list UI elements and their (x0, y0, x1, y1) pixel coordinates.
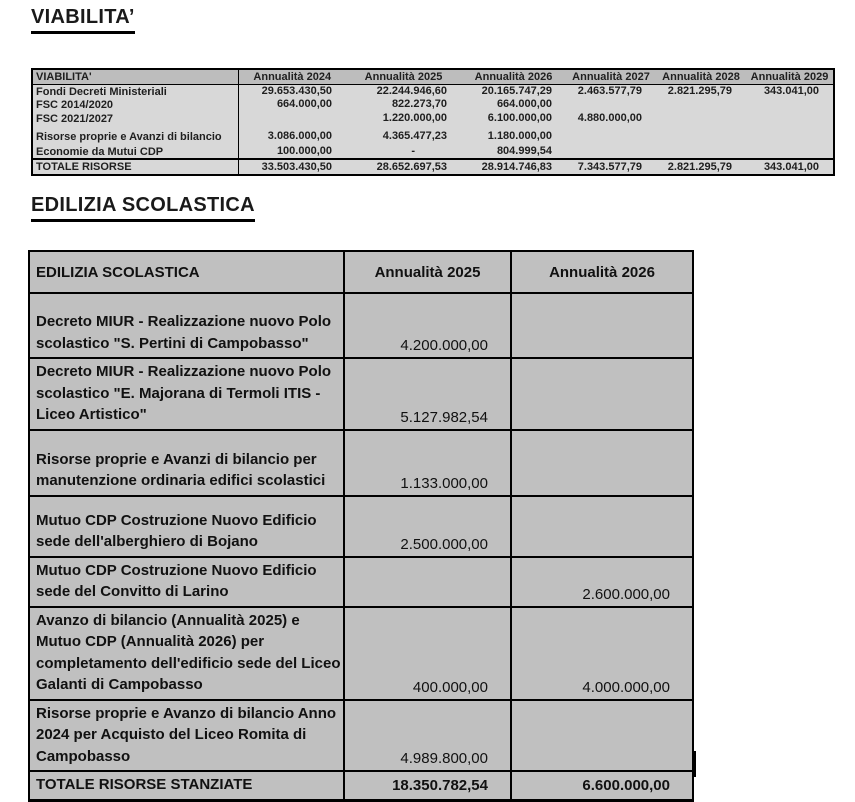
column-header: Annualità 2027 (566, 69, 656, 84)
table-row (29, 496, 693, 557)
cursor-mark (694, 751, 696, 777)
table-row (29, 358, 693, 430)
column-header: Annualità 2029 (746, 69, 834, 84)
row-label: Avanzo di bilancio (Annualità 2025) e Mutuo CDP (Annualità 2026) per completamento dell'edificio sede del Liceo Galanti di Campobasso (29, 607, 344, 700)
total-row (32, 159, 834, 175)
amount-cell (746, 98, 834, 111)
amount-cell: 804.999,54 (496, 145, 552, 157)
table-row (32, 84, 834, 98)
amount-cell: 22.244.946,60 (376, 85, 447, 97)
amount-cell: 2.821.295,79 (667, 85, 732, 97)
table-row (32, 111, 834, 125)
amount-cell: 6.600.000,00 (511, 771, 693, 800)
amount-cell: 2.500.000,00 (344, 496, 511, 557)
viabilita-table (31, 68, 835, 176)
amount-cell (511, 430, 693, 496)
amount-cell: 4.200.000,00 (344, 293, 511, 358)
amount-cell: 1.220.000,00 (382, 112, 447, 124)
row-label: FSC 2021/2027 (32, 111, 238, 125)
column-header: Annualità 2028 (656, 69, 746, 84)
amount-cell (656, 125, 746, 143)
amount-cell (511, 496, 693, 557)
amount-cell: 4.880.000,00 (577, 112, 642, 124)
amount-cell (746, 125, 834, 143)
amount-cell: 4.365.477,23 (382, 130, 447, 142)
column-header: Annualità 2025 (346, 69, 461, 84)
table-row (29, 700, 693, 772)
amount-cell: 343.041,00 (763, 85, 819, 97)
row-label: Economie da Mutui CDP (32, 143, 238, 159)
column-header: Annualità 2025 (344, 251, 511, 293)
row-label: Mutuo CDP Costruzione Nuovo Edificio sede del Convitto di Larino (29, 557, 344, 607)
total-row (29, 771, 693, 800)
edilizia-table (28, 250, 694, 802)
row-label: Risorse proprie e Avanzi di bilancio per manutenzione ordinaria edifici scolastici (29, 430, 344, 496)
amount-cell: 4.000.000,00 (511, 607, 693, 700)
amount-cell: 2.463.577,79 (577, 85, 642, 97)
amount-cell (746, 143, 834, 159)
table-row (32, 125, 834, 143)
amount-cell: 343.041,00 (746, 159, 834, 175)
row-label: Decreto MIUR - Realizzazione nuovo Polo scolastico "S. Pertini di Campobasso" (29, 293, 344, 358)
amount-cell: 2.600.000,00 (511, 557, 693, 607)
table-row (32, 143, 834, 159)
column-header: Annualità 2026 (461, 69, 566, 84)
amount-cell: 1.180.000,00 (487, 130, 552, 142)
amount-cell: 3.086.000,00 (267, 130, 332, 142)
section-title-edilizia: EDILIZIA SCOLASTICA (31, 194, 255, 222)
table-row (29, 607, 693, 700)
amount-cell: 1.133.000,00 (344, 430, 511, 496)
column-header: EDILIZIA SCOLASTICA (29, 251, 344, 293)
row-label: Decreto MIUR - Realizzazione nuovo Polo scolastico "E. Majorana di Termoli ITIS - Liceo Artistico" (29, 358, 344, 430)
column-header: Annualità 2024 (238, 69, 346, 84)
row-label: Risorse proprie e Avanzi di bilancio (32, 125, 238, 143)
row-label: TOTALE RISORSE STANZIATE (29, 771, 344, 800)
amount-cell: 20.165.747,29 (481, 85, 552, 97)
amount-cell: 29.653.430,50 (261, 85, 332, 97)
column-header: Annualità 2026 (511, 251, 693, 293)
column-header: VIABILITA' (32, 69, 238, 84)
row-label: Fondi Decreti Ministeriali (32, 84, 238, 98)
amount-cell: 4.989.800,00 (344, 700, 511, 772)
amount-cell (344, 557, 511, 607)
amount-cell: 5.127.982,54 (344, 358, 511, 430)
amount-cell (656, 111, 746, 125)
amount-cell (511, 358, 693, 430)
amount-cell (656, 143, 746, 159)
amount-cell: 6.100.000,00 (487, 112, 552, 124)
amount-cell: 822.273,70 (391, 98, 447, 110)
amount-cell: 664.000,00 (496, 98, 552, 110)
amount-cell: 664.000,00 (276, 98, 332, 110)
amount-cell: 400.000,00 (344, 607, 511, 700)
table-row (29, 430, 693, 496)
amount-cell: 7.343.577,79 (566, 159, 656, 175)
amount-cell: 100.000,00 (276, 145, 332, 157)
amount-cell: 28.914.746,83 (461, 159, 566, 175)
amount-cell: 18.350.782,54 (344, 771, 511, 800)
amount-cell (511, 700, 693, 772)
amount-cell (656, 98, 746, 111)
amount-cell: 33.503.430,50 (238, 159, 346, 175)
table-row (29, 293, 693, 358)
table-row (29, 557, 693, 607)
table-header-row (32, 69, 834, 84)
amount-cell (566, 125, 656, 143)
row-label: FSC 2014/2020 (32, 98, 238, 111)
table-header-row (29, 251, 693, 293)
amount-cell (566, 98, 656, 111)
amount-cell (746, 111, 834, 125)
row-label: Risorse proprie e Avanzo di bilancio Anno 2024 per Acquisto del Liceo Romita di Campobasso (29, 700, 344, 772)
amount-cell (238, 111, 346, 125)
section-title-viabilita: VIABILITA’ (31, 6, 135, 34)
table-row (32, 98, 834, 111)
amount-cell: 28.652.697,53 (346, 159, 461, 175)
amount-cell: 2.821.295,79 (656, 159, 746, 175)
amount-cell (566, 143, 656, 159)
row-label: Mutuo CDP Costruzione Nuovo Edificio sede dell'alberghiero di Bojano (29, 496, 344, 557)
amount-cell: - (411, 145, 415, 157)
row-label: TOTALE RISORSE (32, 159, 238, 175)
amount-cell (511, 293, 693, 358)
